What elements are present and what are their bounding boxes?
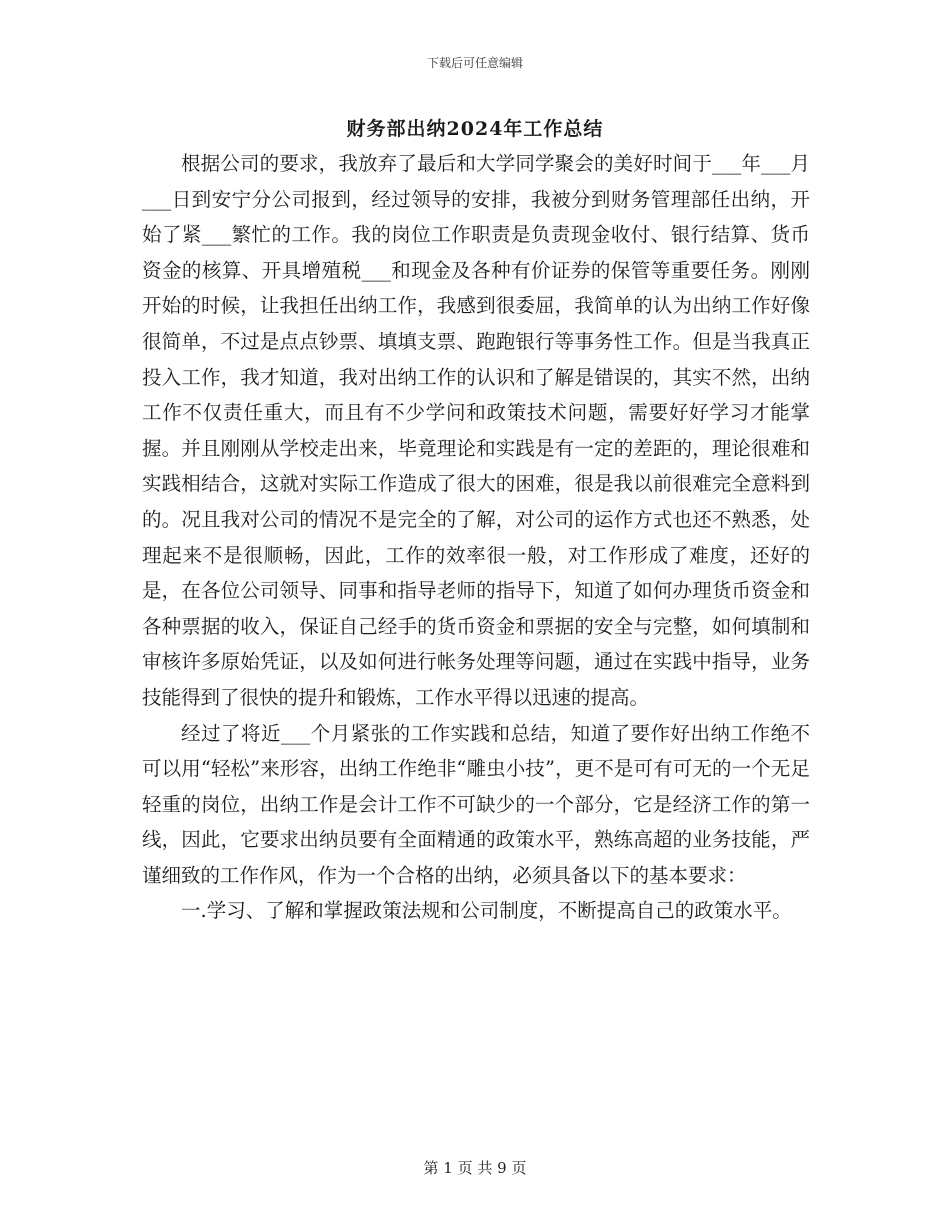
page-indicator: 第 1 页 共 9 页 xyxy=(423,1159,527,1177)
paragraph: 一.学习、了解和掌握政策法规和公司制度，不断提高自己的政策水平。 xyxy=(181,899,792,923)
document-body xyxy=(142,146,810,929)
paragraph: 经过了将近___个月紧张的工作实践和总结，知道了要作好出纳工作绝不可以用“轻松”来形容，出纳工作绝非“雕虫小技”，更不是可有可无的一个无足轻重的岗位，出纳工作是会计工作不可缺少的一个部分，它是经济工作的第一线，因此，它要求出纳员要有全面精通的政策水平，熟练高超的业务技能，严谨细致的工作作风，作为一个合格的出纳，必须具备以下的基本要求： xyxy=(142,721,810,887)
header-note: 下载后可任意编辑 xyxy=(426,56,523,70)
document-title: 财务部出纳2024年工作总结 xyxy=(346,118,604,140)
paragraph: 根据公司的要求，我放弃了最后和大学同学聚会的美好时间于___年___月___日到安宁分公司报到，经过领导的安排，我被分到财务管理部任出纳，开始了紧___繁忙的工作。我的岗位工作职责是负责现金收付、银行结算、货币资金的核算、开具增殖税___和现金及各种有价证券的保管等重要任务。刚刚开始的时候，让我担任出纳工作，我感到很委屈，我简单的认为出纳工作好像很简单，不过是点点钞票、填填支票、跑跑银行等事务性工作。但是当我真正投入工作，我才知道，我对出纳工作的认识和了解是错误的，其实不然，出纳工作不仅责任重大，而且有不少学问和政策技术问题，需要好好学习才能掌握。并且刚刚从学校走出来，毕竟理论和实践是有一定的差距的，理论很难和实践相结合，这就对实际工作造成了很大的困难，很是我以前很难完全意料到的。况且我对公司的情况不是完全的了解，对公司的运作方式也还不熟悉，处理起来不是很顺畅，因此，工作的效率很一般，对工作形成了难度，还好的是，在各位公司领导、同事和指导老师的指导下，知道了如何办理货币资金和各种票据的收入，保证自己经手的货币资金和票据的安全与完整，如何填制和审核许多原始凭证，以及如何进行帐务处理等问题，通过在实践中指导，业务技能得到了很快的提升和锻炼，工作水平得以迅速的提高。 xyxy=(142,152,810,709)
